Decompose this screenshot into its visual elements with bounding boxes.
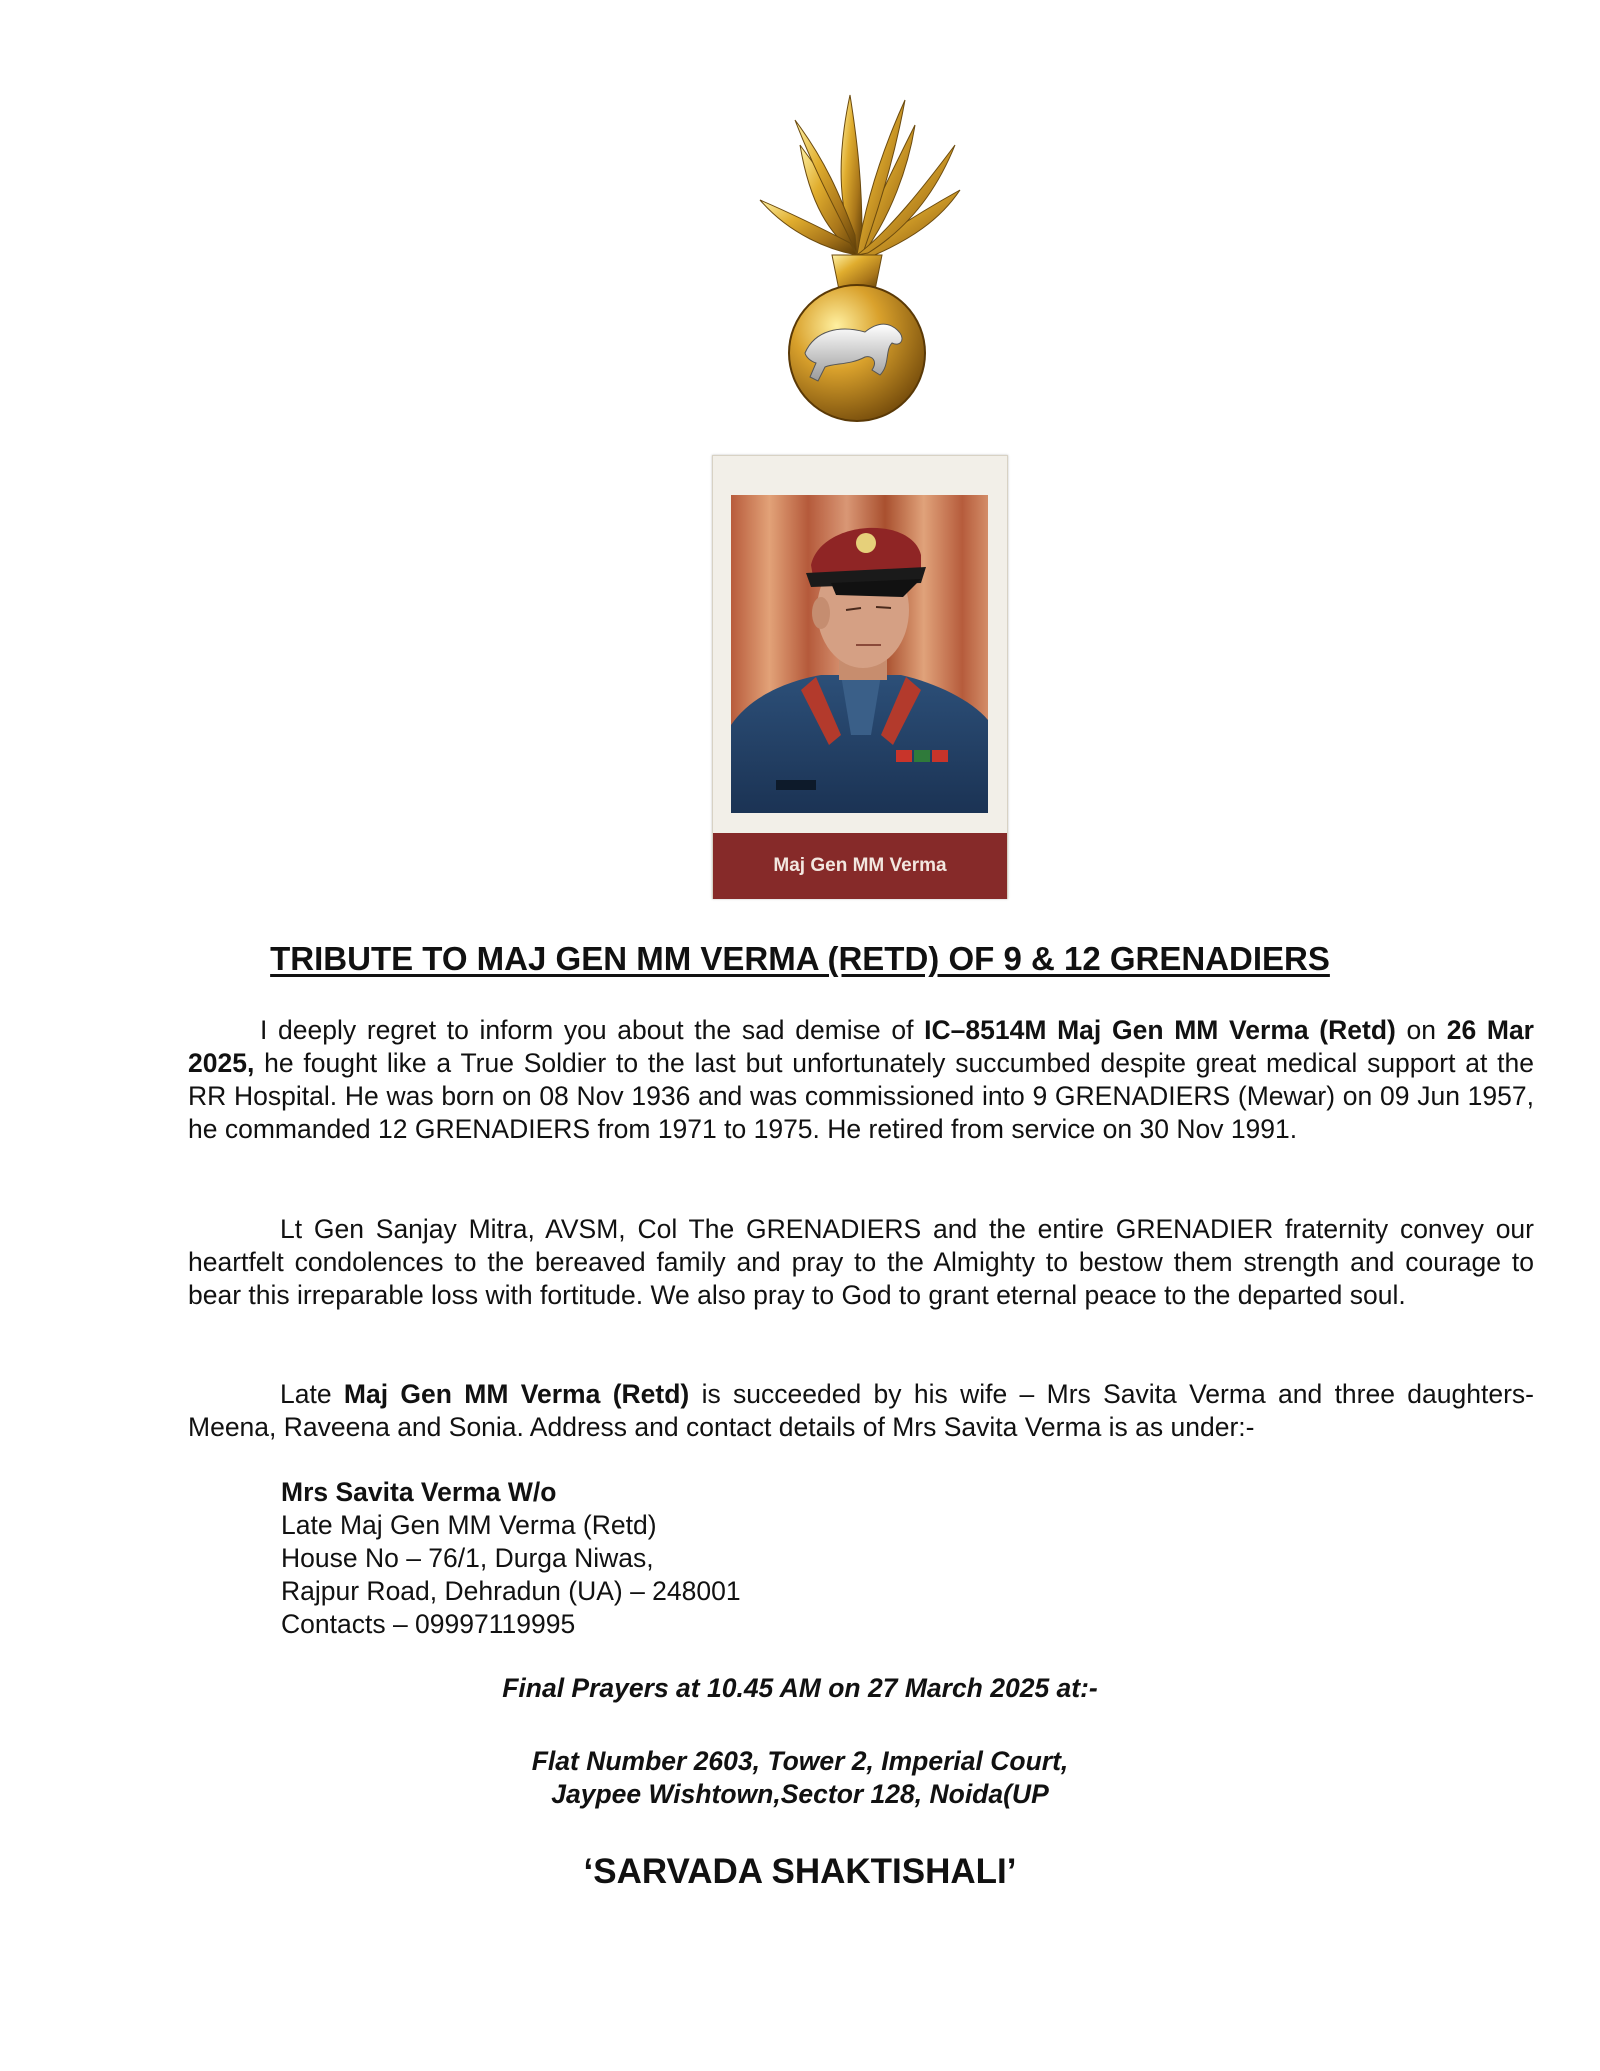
paragraph-condolences: Lt Gen Sanjay Mitra, AVSM, Col The GRENADIERS and the entire GRENADIER fraternity convey our heartfelt condolences to the bereaved family and pray to the Almighty to bestow them strength and courage to bear this irreparable loss with fortitude. We also pray to God to grant eternal peace to the departed soul. bbox=[188, 1214, 1534, 1310]
address-name: Mrs Savita Verma W/o bbox=[281, 1477, 557, 1507]
address-line: Rajpur Road, Dehradun (UA) – 248001 bbox=[281, 1576, 741, 1606]
address-contacts: Contacts – 09997119995 bbox=[281, 1609, 576, 1639]
paragraph-family: Late Maj Gen MM Verma (Retd) is succeeded by his wife – Mrs Savita Verma and three daughters- Meena, Raveena and Sonia. Address and contact details of Mrs Savita Verma is as under:- bbox=[188, 1379, 1534, 1442]
portrait-photo bbox=[731, 495, 988, 813]
address-line: House No – 76/1, Durga Niwas, bbox=[281, 1543, 654, 1573]
final-prayers-heading: Final Prayers at 10.45 AM on 27 March 2025 at:- bbox=[502, 1673, 1098, 1703]
photo-caption: Maj Gen MM Verma bbox=[713, 833, 1007, 899]
portrait-card bbox=[712, 455, 1008, 899]
prayer-venue bbox=[0, 1745, 1600, 1811]
page-title: TRIBUTE TO MAJ GEN MM VERMA (RETD) OF 9 & 12 GRENADIERS bbox=[270, 940, 1330, 977]
grenadiers-emblem-icon bbox=[740, 85, 975, 425]
paragraph-demise: I deeply regret to inform you about the sad demise of IC–8514M Maj Gen MM Verma (Retd) on 26 Mar 2025, he fought like a True Soldier to the last but unfortunately succumbed despite great medical support at the RR Hospital. He was born on 08 Nov 1936 and was commissioned into 9 GRENADIERS (Mewar) on 09 Jun 1957, he commanded 12 GRENADIERS from 1971 to 1975. He retired from service on 30 Nov 1991. bbox=[188, 1015, 1534, 1144]
address-line: Late Maj Gen MM Verma (Retd) bbox=[281, 1510, 657, 1540]
regiment-motto: ‘SARVADA SHAKTISHALI’ bbox=[583, 1852, 1017, 1891]
venue-line: Jaypee Wishtown,Sector 128, Noida(UP bbox=[551, 1779, 1049, 1809]
venue-line: Flat Number 2603, Tower 2, Imperial Court, bbox=[531, 1746, 1069, 1776]
address-block bbox=[281, 1476, 741, 1641]
